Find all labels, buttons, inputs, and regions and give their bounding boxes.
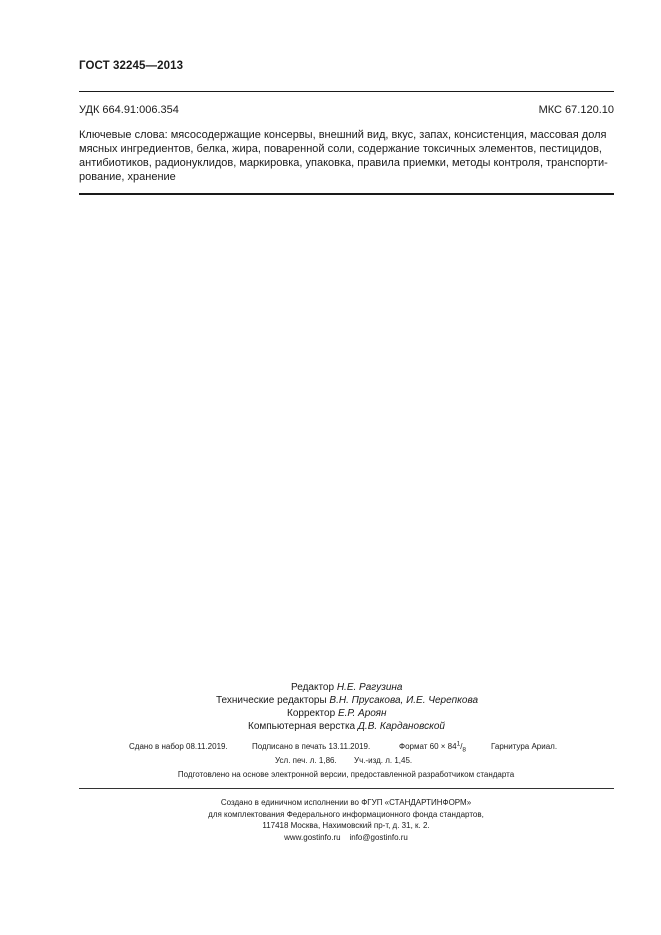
keywords-line: антибиотиков, радионуклидов, маркировка, упаковка, правила приемки, методы контроля, транспорти- (79, 157, 608, 169)
udk-code: УДК 664.91:006.354 (79, 104, 179, 116)
footer-divider (79, 788, 614, 789)
corrector-line (287, 707, 386, 720)
keywords-line: Ключевые слова: мясосодержащие консервы, внешний вид, вкус, запах, консистенция, массовая доля (79, 129, 607, 141)
format-slash: / (460, 742, 463, 751)
document-code: ГОСТ 32245—2013 (79, 60, 184, 72)
footer-line: для комплектования Федерального информационного фонда стандартов, (208, 809, 484, 819)
editor-label: Редактор (291, 682, 335, 693)
tech-editors-names: В.Н. Прусакова, И.Е. Черепкова (329, 695, 479, 706)
layout-label: Компьютерная верстка (248, 721, 356, 732)
publisher-footer (0, 797, 661, 843)
corrector-label: Корректор (287, 708, 336, 719)
editor-name: Н.Е. Рагузина (336, 682, 403, 693)
mks-code: МКС 67.120.10 (538, 104, 614, 116)
publisher-sheets: Уч.-изд. л. 1,45. (354, 756, 413, 765)
format-denominator: 8 (462, 746, 467, 754)
editor-line (291, 681, 403, 694)
email-link[interactable]: info@gostinfo.ru (349, 832, 408, 842)
layout-name: Д.В. Кардановской (357, 721, 445, 732)
keywords-paragraph (79, 128, 616, 184)
typeface: Гарнитура Ариал. (491, 742, 558, 751)
layout-line (248, 720, 445, 733)
tech-editors-line (216, 694, 478, 707)
website-link[interactable]: www.gostinfo.ru (284, 832, 341, 842)
format-prefix: Формат 60 × 84 (399, 742, 457, 751)
paper-format (399, 740, 467, 754)
footer-line: Создано в единичном исполнении во ФГУП «СТАНДАРТИНФОРМ» (220, 798, 472, 807)
format-numerator: 1 (456, 740, 461, 748)
footer-line: 117418 Москва, Нахимовский пр-т, д. 31, к. 2. (262, 821, 430, 830)
print-sheets: Усл. печ. л. 1,86. (275, 756, 337, 765)
source-note: Подготовлено на основе электронной версии, предоставленной разработчиком стандарта (177, 770, 515, 779)
keywords-divider (79, 193, 614, 195)
typeset-date: Сдано в набор 08.11.2019. (129, 742, 228, 751)
signed-date: Подписано в печать 13.11.2019. (252, 742, 371, 751)
header-divider (79, 91, 614, 92)
corrector-name: Е.Р. Ароян (337, 708, 387, 719)
keywords-line: рование, хранение (79, 171, 176, 183)
footer-contacts (0, 832, 661, 844)
keywords-line: мясных ингредиентов, белка, жира, поваренной соли, содержание токсичных элементов, пестицидов, (79, 143, 602, 155)
tech-editors-label: Технические редакторы (216, 695, 327, 706)
